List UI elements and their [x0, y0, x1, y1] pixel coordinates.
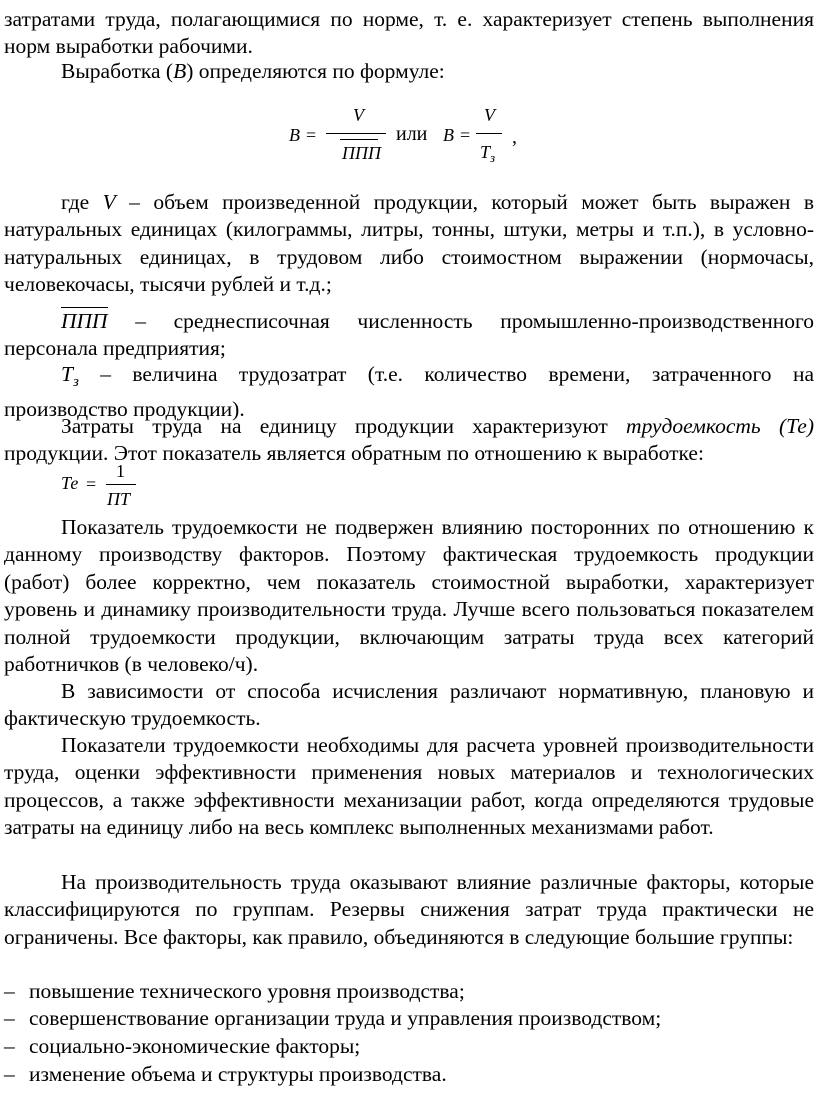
definition-tz: $Т_з$ – величина трудозатрат (т.е. количество времени, затраченного на производство продукции). — [4, 362, 814, 422]
list-item: – совершенствование организации труда и управления производством; — [4, 1006, 662, 1030]
paragraph-top: затратами труда, полагающимися по норме, т. е. характеризует степень выполнения норм выработки рабочими. — [4, 7, 814, 59]
formula-equals: = — [306, 125, 317, 145]
formula-numerator-v: V — [353, 105, 364, 125]
formula-te: Те — [61, 473, 79, 493]
paragraph-4: На производительность труда оказывают влияние различные факторы, которые классифицируются по группам. Резервы снижения затрат труда практически не ограничены. Все факторы, как правило, объединяются в следующие большие группы: — [4, 870, 814, 949]
formula-var-b-2: В — [443, 125, 454, 145]
overline-mark — [340, 139, 378, 140]
definition-v: где V – объем произведенной продукции, который может быть выражен в натуральных единицах (килограммы, литры, тонны, штуки, метры и т.п.), в условно-натуральных единицах, в трудовом либо стоимостном выражении (нормочасы, человекочасы, тысячи рублей и т.д.; — [4, 190, 814, 297]
list-item: – изменение объема и структуры производства. — [4, 1062, 447, 1086]
formula-intro: Выработка (В) определяются по формуле: — [61, 59, 445, 83]
paragraph-2: В зависимости от способа исчисления различают нормативную, плановую и фактическую трудоемкость. — [4, 679, 814, 731]
formula-comma: , — [512, 126, 517, 148]
ppp-symbol: ППП — [61, 309, 108, 333]
formula-denominator-pt: ПТ — [107, 489, 131, 509]
paragraph-1: Показатель трудоемкости не подвержен влиянию посторонних по отношению к данному производству факторов. Поэтому фактическая трудоемкость продукции (работ) более корректно, чем показатель стоимостной выработки, характеризует уровень и динамику производительности труда. Лучше всего пользоваться показателем полной трудоемкости продукции, включающим затраты труда всех категорий работничков (в человеко/ч). — [4, 515, 814, 677]
fraction-line — [326, 133, 386, 134]
formula-numerator-one: 1 — [116, 461, 125, 481]
formula-denominator-tz: $Т_з$ — [480, 142, 496, 165]
list-item: – повышение технического уровня производства; — [4, 979, 465, 1003]
fraction-line-2 — [476, 133, 502, 134]
formula-equals-2: = — [460, 125, 471, 145]
fraction-line-3 — [106, 484, 136, 485]
formula-denominator-ppp: ППП — [342, 143, 381, 163]
list-item: – социально-экономические факторы; — [4, 1034, 361, 1058]
definition-ppp: ППП – среднесписочная численность промышленно-производственного персонала предприятия; — [4, 309, 814, 361]
formula-var-b: В — [289, 125, 300, 145]
paragraph-3: Показатели трудоемкости необходимы для расчета уровней производительности труда, оценки эффективности применения новых материалов и технологических процессов, а также эффективности механизации работ, когда определяются трудовые затраты на единицу либо на весь комплекс выполненных механизмами работ. — [4, 733, 814, 840]
formula-equals-3: = — [86, 474, 97, 494]
labor-intensity-paragraph: Затраты труда на единицу продукции характеризуют трудоемкость (Те) продукции. Этот показатель является обратным по отношению к выработке: — [4, 414, 814, 466]
formula-numerator-v-2: V — [484, 105, 495, 125]
formula-or: или — [396, 123, 428, 145]
